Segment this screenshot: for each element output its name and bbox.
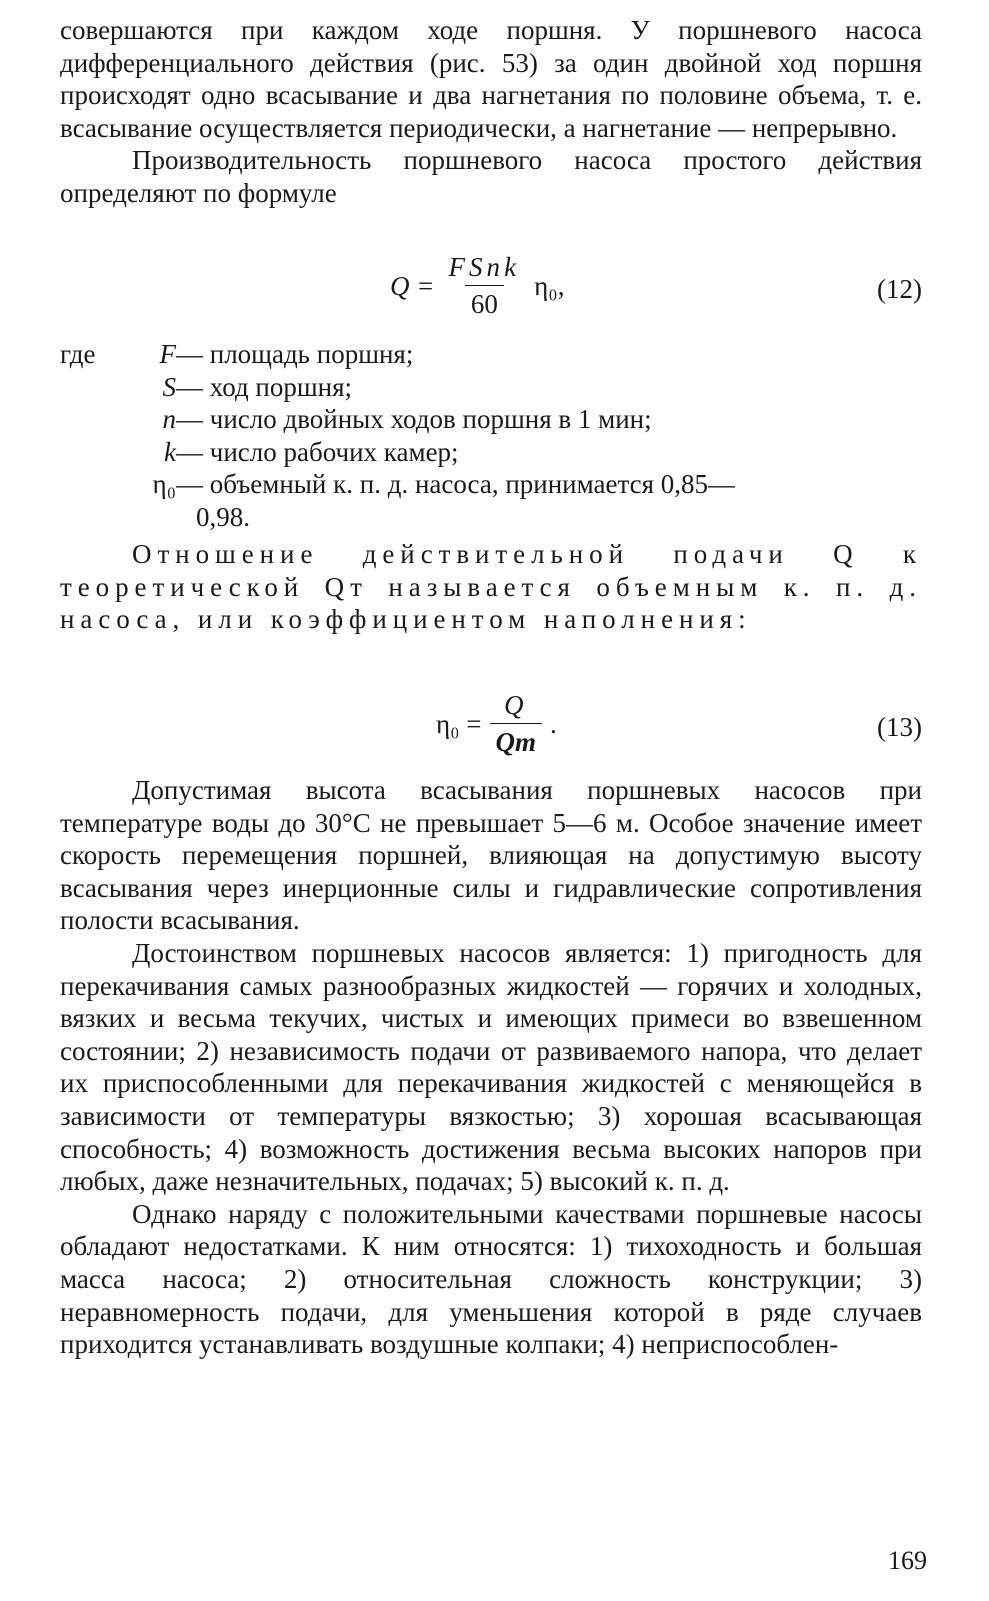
definition-row xyxy=(60,468,922,501)
paragraph-advantages: Достоинством поршневых насосов является: 1) пригодность для перекачивания самых разнообразных жидкостей — горячих и холодных, вязких и весьма текучих, чистых и имеющих примеси во взвешенном состоянии; 2) независимость подачи от развиваемого напора, что делает их приспособленными для перекачивания жидкостей с меняющейся в зависимости от температуры вязкостью; 3) хорошая всасывающая способность; 4) возможность достижения весьма высоких напоров при любых, даже незначительных, подачах; 5) высокий к. п. д. xyxy=(60,937,922,1197)
paragraph-suction-height: Допустимая высота всасывания поршневых насосов при температуре воды до 30°С не превышает 5—6 м. Особое значение имеет скорость перемещения поршней, влияющая на допустимую высоту всасывания через инерционные силы и гидравлические сопротивления полости всасывания. xyxy=(60,775,922,936)
definition-text: — число двойных ходов поршня в 1 мин; xyxy=(176,404,652,435)
definition-row xyxy=(60,403,922,436)
formula-12-numerator: FSnk xyxy=(448,252,521,282)
paragraph-formula-intro: Производительность поршневого насоса простого действия определяют по формуле xyxy=(60,145,922,208)
formula-13-fraction xyxy=(490,690,543,758)
definition-symbol: k xyxy=(164,436,176,467)
definition-row xyxy=(60,338,922,371)
formula-13-number: (13) xyxy=(877,712,922,742)
formula-13-numerator: Q xyxy=(503,690,528,720)
paragraph-disadvantages: Однако наряду с положительными качествами поршневые насосы обладают недостатками. К ним относятся: 1) тихоходность и большая масса насоса; 2) относительная сложность конструкции; 3) неравномерность подачи, для уменьшения которой в ряде случаев приходится устанавливать воздушные колпаки; 4) неприспособлен- xyxy=(60,1198,922,1360)
formula-12-factor: η₀, xyxy=(534,270,565,301)
paragraph-continuation: совершаются при каждом ходе поршня. У поршневого насоса дифференциального действия (рис. 53) за один двойной ход поршня происходят одно всасывание и два нагнетания по половине объема, т. е. всасывание осуществляется периодически, а нагнетание — непрерывно. xyxy=(60,15,922,143)
formula-12-denominator: 60 xyxy=(465,285,504,320)
main-text xyxy=(60,774,922,1361)
formula-12-lhs: Q = xyxy=(390,270,435,301)
definition-symbol: n xyxy=(162,404,176,435)
formula-13-tail: . xyxy=(550,708,557,739)
definition-text: — ход поршня; xyxy=(176,371,353,402)
definition-text: — число рабочих камер; xyxy=(176,436,459,467)
paragraph-efficiency: Отношение действительной подачи Q к теоретической Qт называется объемным к. п. д. насоса, или коэффициентом наполнения: xyxy=(60,539,922,635)
definition-row xyxy=(60,371,922,404)
formula-12-number: (12) xyxy=(877,274,922,304)
formula-12-fraction xyxy=(442,252,526,320)
intro-text xyxy=(60,14,922,210)
formula-12 xyxy=(60,252,922,328)
definition-continuation: 0,98. xyxy=(196,501,250,532)
formula-13-denominator: Qт xyxy=(490,723,543,758)
page-number: 169 xyxy=(888,1546,927,1575)
definition-row xyxy=(60,436,922,469)
definition-symbol: S xyxy=(162,371,176,402)
volumetric-efficiency-text xyxy=(60,538,922,636)
formula-13-expression xyxy=(436,690,557,758)
formula-13 xyxy=(60,690,922,766)
definition-text: — объемный к. п. д. насоса, принимается 0,85— xyxy=(176,469,736,500)
formula-12-expression xyxy=(390,252,564,320)
symbol-definitions xyxy=(60,338,922,534)
definition-text: — площадь поршня; xyxy=(176,339,414,369)
formula-13-lhs: η₀ = xyxy=(436,708,482,739)
definition-symbol: F xyxy=(159,339,176,369)
definitions-lead: где xyxy=(60,339,96,369)
definition-symbol: η₀ xyxy=(152,469,176,500)
